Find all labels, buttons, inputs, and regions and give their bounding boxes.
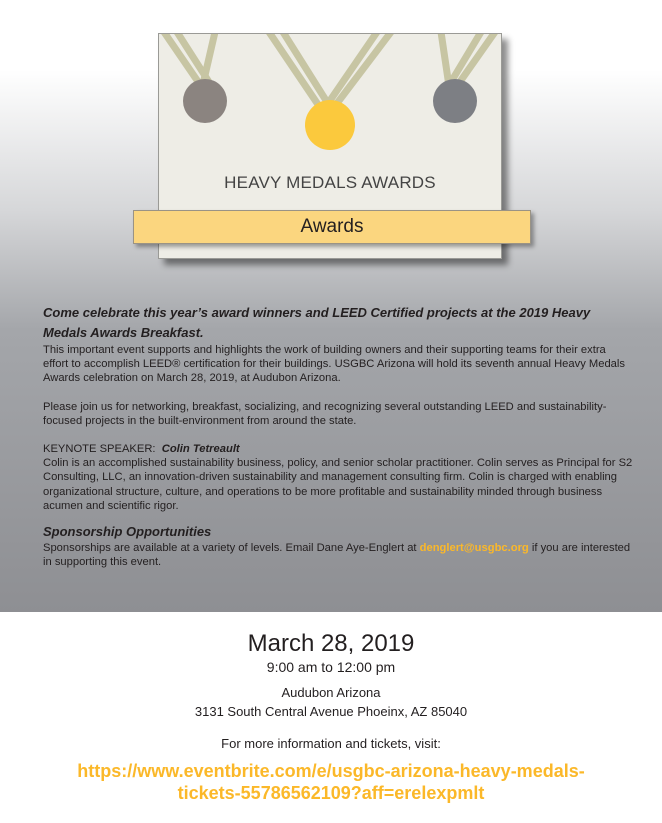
more-info-label: For more information and tickets, visit: [221,736,441,751]
bronze-medal [183,79,227,123]
sponsorship-heading: Sponsorship Opportunities [43,524,212,540]
intro-paragraph-1: This important event supports and highlights the work of building owners and their supporting teams for their extra effort to accomplish LEED® certification for their buildings. USGBC Arizona will hold its seventh annual Heavy Medals Awards celebration on March 28, 2019, at Audubon Arizona. [43,344,625,385]
intro-heading: Come celebrate this year’s award winners and LEED Certified projects at the 2019 Heavy Medals Awards Breakfast. [43,305,591,340]
event-time: 9:00 am to 12:00 pm [266,659,396,675]
keynote-heading [43,442,633,456]
event-description [43,303,633,569]
card-title: HEAVY MEDALS AWARDS [224,173,436,192]
silver-medal [433,79,477,123]
sponsorship-text [43,541,633,569]
sponsorship-text-after: if you are interested in supporting this event. [43,542,631,569]
event-address: 3131 South Central Avenue Phoeinx, AZ 85040 [194,704,468,719]
tickets-url-link[interactable]: https://www.eventbrite.com/e/usgbc-arizona-heavy-medals-tickets-55786562109?aff=erelexpmlt [77,761,585,803]
keynote-label: KEYNOTE SPEAKER: [43,443,156,456]
event-venue: Audubon Arizona [281,685,381,700]
event-details [0,612,662,804]
event-date: March 28, 2019 [247,630,415,657]
sponsorship-text-before: Sponsorships are available at a variety of levels. Email Dane Aye-Englert at [43,542,420,555]
intro-paragraph-2: Please join us for networking, breakfast, socializing, and recognizing several outstanding LEED and sustainability-focused projects in the built-environment from around the state. [43,400,607,427]
sponsorship-email-link[interactable]: denglert@usgbc.org [419,542,529,555]
keynote-bio: Colin is an accomplished sustainability business, policy, and senior scholar practitioner. Colin serves as Principal for S2 Consulting, LLC, an innovation-driven sustainability and management consulting firm. Colin is charged with enabling organizational structure, culture, and operations to be more profitable and sustainability minded through business acumen and scientific rigor. [43,457,633,512]
awards-banner: Awards [133,210,531,244]
gold-medal [305,100,355,150]
keynote-speaker-name: Colin Tetreault [161,443,240,456]
